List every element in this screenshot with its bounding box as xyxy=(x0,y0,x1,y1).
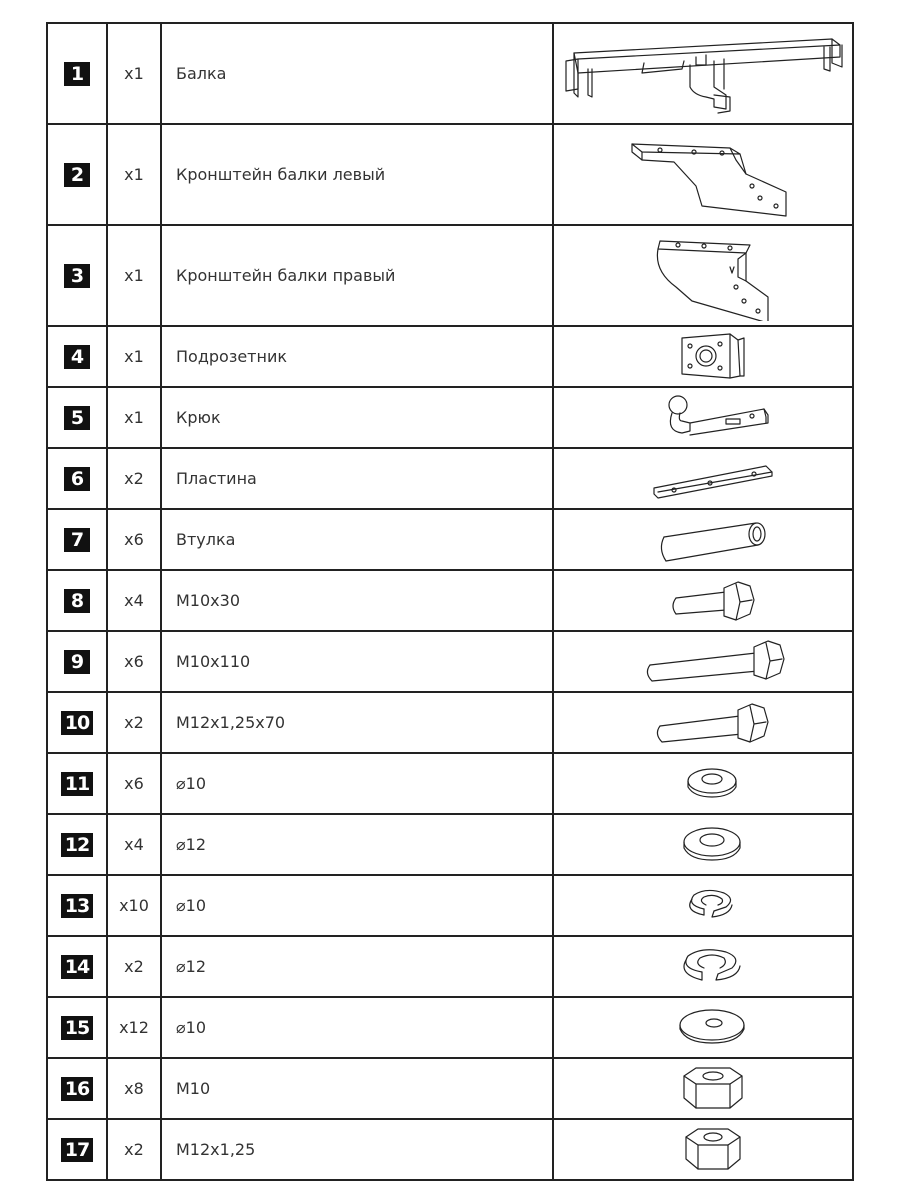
part-name: M12x1,25x70 xyxy=(161,692,553,753)
row-number: 6 xyxy=(64,467,90,491)
table-row xyxy=(47,753,853,814)
row-number: 9 xyxy=(64,650,90,674)
row-number: 14 xyxy=(61,955,93,979)
row-number-cell xyxy=(47,448,107,509)
row-number-cell xyxy=(47,23,107,124)
part-drawing-cell xyxy=(553,692,853,753)
part-drawing-cell xyxy=(553,326,853,387)
quantity: x1 xyxy=(107,23,161,124)
row-number-cell xyxy=(47,509,107,570)
part-drawing-cell xyxy=(553,1119,853,1180)
short-bolt-icon xyxy=(554,574,854,628)
part-name: Пластина xyxy=(161,448,553,509)
hex-nut-icon xyxy=(554,1062,854,1116)
table-row xyxy=(47,23,853,124)
row-number-cell xyxy=(47,1119,107,1180)
spring-washer-icon xyxy=(554,940,854,994)
part-name: Крюк xyxy=(161,387,553,448)
part-name: ⌀12 xyxy=(161,814,553,875)
table-row xyxy=(47,692,853,753)
row-number-cell xyxy=(47,814,107,875)
row-number: 3 xyxy=(64,264,90,288)
flat-washer-icon xyxy=(554,818,854,872)
quantity: x1 xyxy=(107,326,161,387)
row-number: 8 xyxy=(64,589,90,613)
table-row xyxy=(47,631,853,692)
quantity: x2 xyxy=(107,1119,161,1180)
row-number: 1 xyxy=(64,62,90,86)
table-row xyxy=(47,225,853,326)
quantity: x4 xyxy=(107,570,161,631)
table-row xyxy=(47,448,853,509)
part-name: Втулка xyxy=(161,509,553,570)
quantity: x2 xyxy=(107,692,161,753)
part-name: M10x110 xyxy=(161,631,553,692)
row-number-cell xyxy=(47,631,107,692)
part-drawing-cell xyxy=(553,387,853,448)
quantity: x1 xyxy=(107,387,161,448)
part-name: Подрозетник xyxy=(161,326,553,387)
tow-hook-icon xyxy=(554,391,854,445)
row-number: 16 xyxy=(61,1077,93,1101)
part-drawing-cell xyxy=(553,23,853,124)
row-number-cell xyxy=(47,997,107,1058)
part-drawing-cell xyxy=(553,124,853,225)
row-number-cell xyxy=(47,1058,107,1119)
left-bracket-icon xyxy=(554,130,854,220)
socket-plate-icon xyxy=(554,330,854,384)
part-name: ⌀12 xyxy=(161,936,553,997)
part-drawing-cell xyxy=(553,448,853,509)
quantity: x1 xyxy=(107,124,161,225)
part-name: M10x30 xyxy=(161,570,553,631)
right-bracket-icon xyxy=(554,231,854,321)
quantity: x2 xyxy=(107,936,161,997)
part-name: ⌀10 xyxy=(161,753,553,814)
row-number-cell xyxy=(47,387,107,448)
table-row xyxy=(47,326,853,387)
part-name: Кронштейн балки левый xyxy=(161,124,553,225)
quantity: x10 xyxy=(107,875,161,936)
row-number-cell xyxy=(47,225,107,326)
row-number-cell xyxy=(47,875,107,936)
quantity: x8 xyxy=(107,1058,161,1119)
row-number: 7 xyxy=(64,528,90,552)
part-drawing-cell xyxy=(553,753,853,814)
table-row xyxy=(47,936,853,997)
quantity: x12 xyxy=(107,997,161,1058)
part-drawing-cell xyxy=(553,997,853,1058)
table-row xyxy=(47,1058,853,1119)
row-number-cell xyxy=(47,753,107,814)
row-number: 10 xyxy=(61,711,93,735)
wide-washer-icon xyxy=(554,1001,854,1055)
tow-beam-icon xyxy=(554,29,854,119)
part-drawing-cell xyxy=(553,814,853,875)
row-number: 17 xyxy=(61,1138,93,1162)
row-number-cell xyxy=(47,692,107,753)
sleeve-icon xyxy=(554,513,854,567)
table-row xyxy=(47,387,853,448)
medium-bolt-icon xyxy=(554,696,854,750)
row-number: 12 xyxy=(61,833,93,857)
plate-icon xyxy=(554,452,854,506)
quantity: x6 xyxy=(107,509,161,570)
hex-nut-icon xyxy=(554,1123,854,1177)
row-number: 2 xyxy=(64,163,90,187)
row-number: 11 xyxy=(61,772,93,796)
part-drawing-cell xyxy=(553,570,853,631)
part-drawing-cell xyxy=(553,225,853,326)
row-number-cell xyxy=(47,570,107,631)
quantity: x4 xyxy=(107,814,161,875)
row-number-cell xyxy=(47,936,107,997)
table-row xyxy=(47,814,853,875)
long-bolt-icon xyxy=(554,635,854,689)
table-row xyxy=(47,570,853,631)
quantity: x1 xyxy=(107,225,161,326)
part-name: ⌀10 xyxy=(161,875,553,936)
flat-washer-icon xyxy=(554,757,854,811)
part-name: M10 xyxy=(161,1058,553,1119)
quantity: x6 xyxy=(107,631,161,692)
part-drawing-cell xyxy=(553,1058,853,1119)
parts-table xyxy=(46,22,854,1181)
part-name: Кронштейн балки правый xyxy=(161,225,553,326)
quantity: x6 xyxy=(107,753,161,814)
row-number: 15 xyxy=(61,1016,93,1040)
spring-washer-icon xyxy=(554,879,854,933)
part-drawing-cell xyxy=(553,936,853,997)
table-row xyxy=(47,1119,853,1180)
table-row xyxy=(47,997,853,1058)
part-name: M12x1,25 xyxy=(161,1119,553,1180)
row-number-cell xyxy=(47,124,107,225)
table-row xyxy=(47,875,853,936)
row-number-cell xyxy=(47,326,107,387)
part-name: ⌀10 xyxy=(161,997,553,1058)
part-name: Балка xyxy=(161,23,553,124)
row-number: 13 xyxy=(61,894,93,918)
quantity: x2 xyxy=(107,448,161,509)
row-number: 4 xyxy=(64,345,90,369)
part-drawing-cell xyxy=(553,509,853,570)
table-row xyxy=(47,124,853,225)
part-drawing-cell xyxy=(553,875,853,936)
row-number: 5 xyxy=(64,406,90,430)
table-row xyxy=(47,509,853,570)
part-drawing-cell xyxy=(553,631,853,692)
